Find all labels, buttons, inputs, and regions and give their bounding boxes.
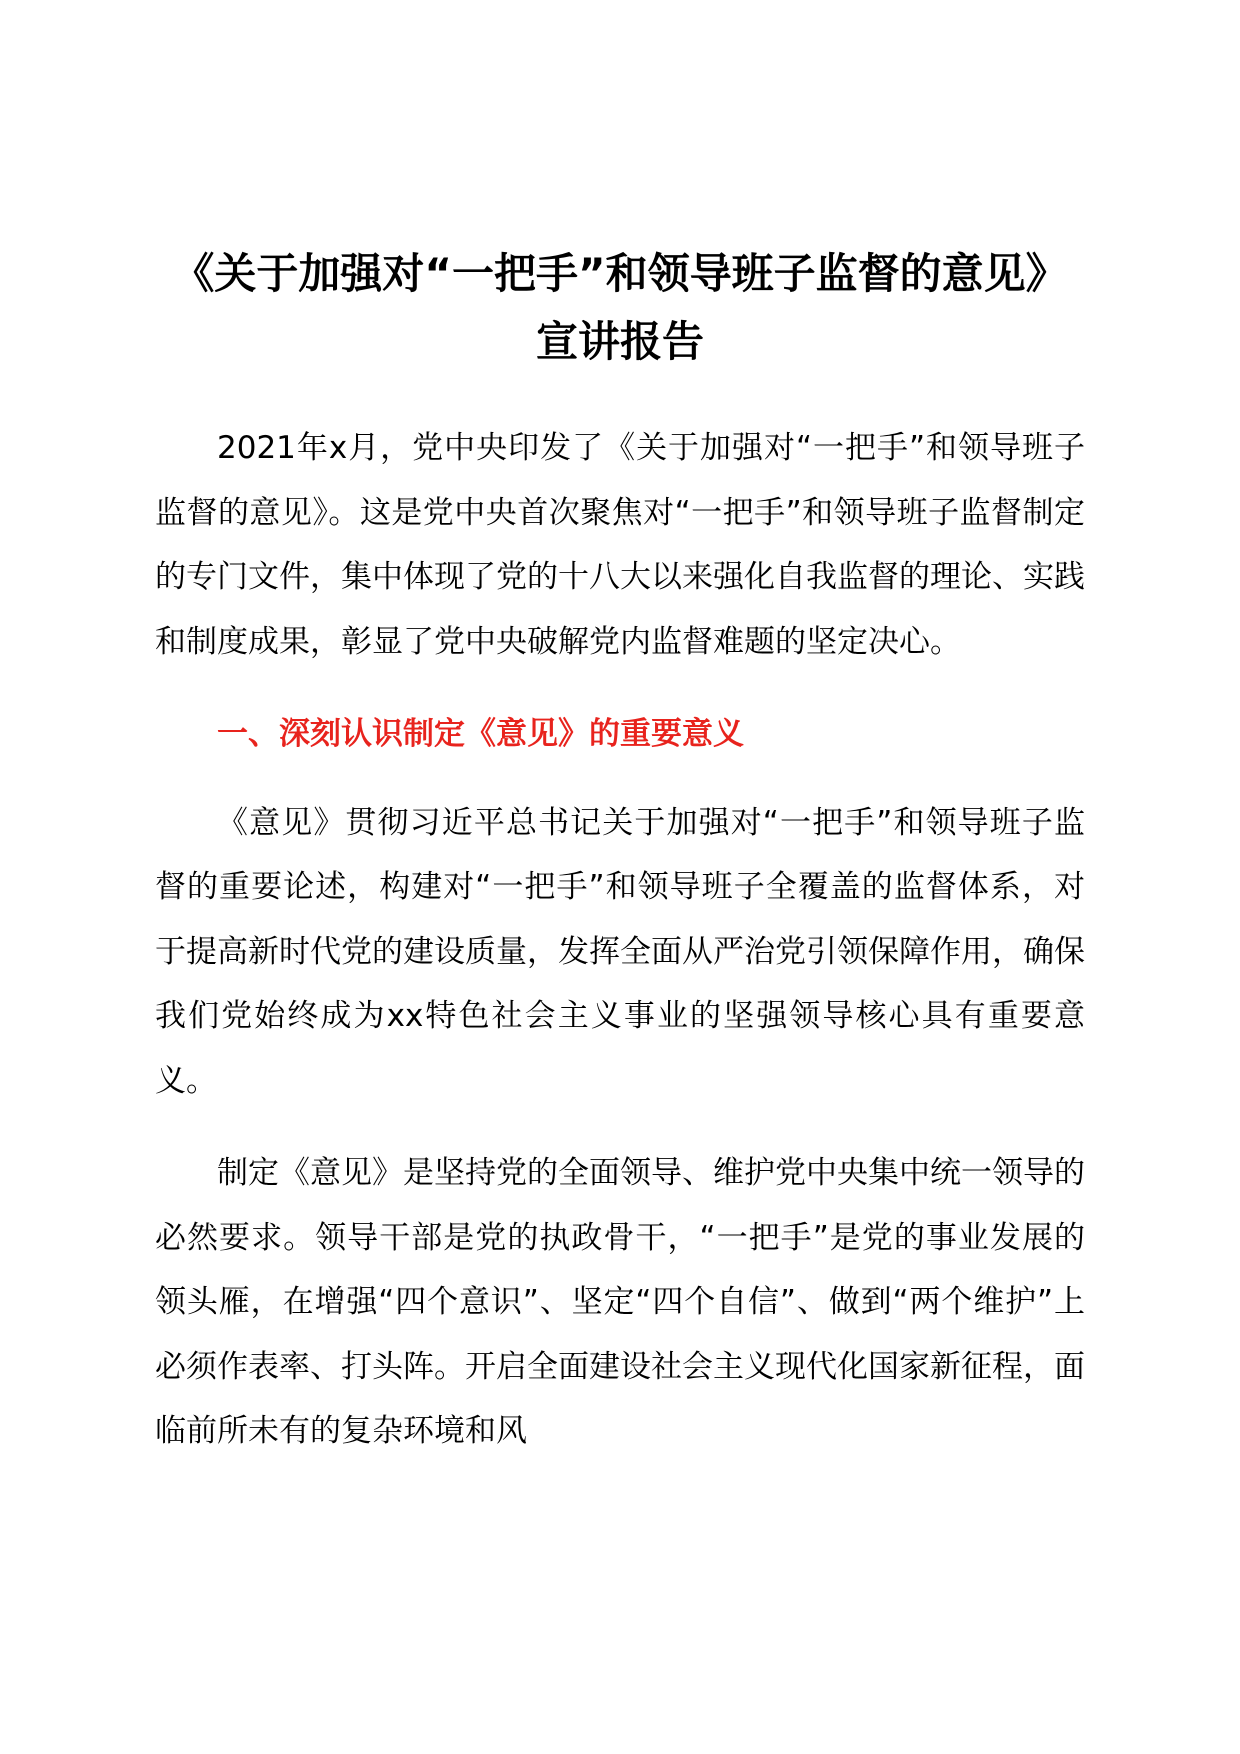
intro-paragraph: 2021年x月，党中央印发了《关于加强对“一把手”和领导班子监督的意见》。这是党中央首次聚焦对“一把手”和领导班子监督制定的专门文件，集中体现了党的十八大以来强化自我监督的理论、实践和制度成果，彰显了党中央破解党内监督难题的坚定决心。: [155, 430, 1085, 660]
document-title: 《关于加强对“一把手”和领导班子监督的意见》宣讲报告: [172, 249, 1068, 366]
section-heading: 一、深刻认识制定《意见》的重要意义: [217, 716, 744, 752]
document-page: [155, 240, 1085, 1464]
body-paragraph: 《意见》贯彻习近平总书记关于加强对“一把手”和领导班子监督的重要论述，构建对“一把手”和领导班子全覆盖的监督体系，对于提高新时代党的建设质量，发挥全面从严治党引领保障作用，确保我们党始终成为xx特色社会主义事业的坚强领导核心具有重要意义。: [155, 804, 1085, 1099]
body-paragraph: 制定《意见》是坚持党的全面领导、维护党中央集中统一领导的必然要求。领导干部是党的执政骨干，“一把手”是党的事业发展的领头雁，在增强“四个意识”、坚定“四个自信”、做到“两个维护”上必须作表率、打头阵。开启全面建设社会主义现代化国家新征程，面临前所未有的复杂环境和风: [155, 1155, 1085, 1449]
